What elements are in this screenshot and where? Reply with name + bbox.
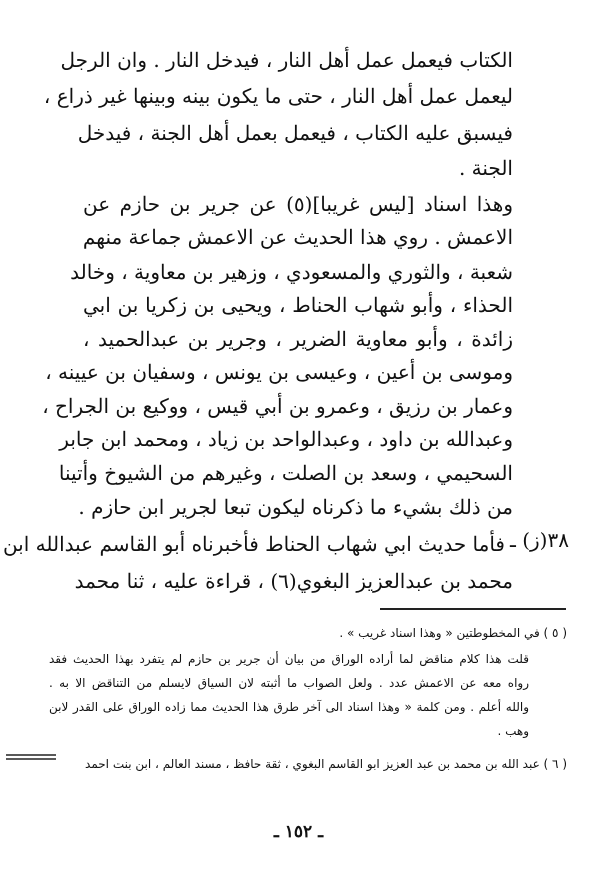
body-line: وعمار بن رزيق ، وعمرو بن أبي قيس ، ووكيع بن الجراح ، [42,394,513,418]
footnote-5-heading: ( ٥ ) في المخطوطتين « وهذا اسناد غريب » . [339,626,567,640]
page-number: ـ ١٥٢ ـ [273,822,324,842]
footnote-5-line: والله أعلم . ومن كلمة « وهذا اسناد الى آخر طرق هذا الحديث مما زاده الوراق على القدر لابن [49,700,529,714]
footnote-5-line: وهب . [497,724,529,738]
body-line: فيسبق عليه الكتاب ، فيعمل بعمل أهل الجنة ، فيدخل [77,121,513,145]
footnote-divider [380,608,566,610]
body-line: وموسى بن أعين ، وعيسى بن يونس ، وسفيان بن عيينه ، [45,360,513,384]
body-line: الاعمش . روي هذا الحديث عن الاعمش جماعة منهم [82,225,513,249]
body-line: الجنة . [458,156,513,180]
margin-rule-mark [6,752,56,762]
body-line: من ذلك بشيء ما ذكرناه ليكون تبعا لجرير ابن حازم . [78,495,513,519]
body-line: وعبدالله بن داود ، وعبدالواحد بن زياد ، ومحمد ابن جابر [59,427,513,451]
hadith-line: محمد بن عبدالعزيز البغوي(٦) ، قراءة عليه ، ثنا محمد [74,569,513,593]
body-line: ليعمل عمل أهل النار ، حتى ما يكون بينه وبينها غير ذراع ، [43,84,513,108]
footnote-5-line: قلت هذا كلام مناقض لما أراده الوراق من بيان أن جرير بن حازم لم يتفرد بهذا الحديث فقد [49,652,529,666]
body-line: الحذاء ، وأبو شهاب الحناط ، ويحيى بن زكريا بن ابي [83,293,513,317]
body-line: زائدة ، وأبو معاوية الضرير ، وجرير بن عبدالحميد ، [83,327,513,351]
footnote-5-line: رواه معه عن الاعمش عدد . ولعل الصواب ما أثبته لان السياق لايسلم من التناقض الا به . [49,676,529,690]
body-line: وهذا اسناد [ليس غريبا](٥) عن جرير بن حازم عن [83,192,514,216]
body-line: السحيمي ، وسعد بن الصلت ، وغيرهم من الشيوخ وأتينا [58,461,513,485]
body-line: الكتاب فيعمل عمل أهل النار ، فيدخل النار . وان الرجل [60,48,513,72]
footnote-6: ( ٦ ) عبد الله بن محمد بن عبد العزيز ابو القاسم البغوي ، ثقة حافظ ، مسند العالم ، ابن بنت احمد [85,757,567,771]
hadith-line: فأما حديث ابي شهاب الحناط فأخبرناه أبو القاسم عبدالله ابن [2,532,505,556]
hadith-number: ٣٨(ز) ـ [510,528,569,552]
body-line: شعبة ، والثوري والمسعودي ، وزهير بن معاوية ، وخالد [70,260,513,284]
